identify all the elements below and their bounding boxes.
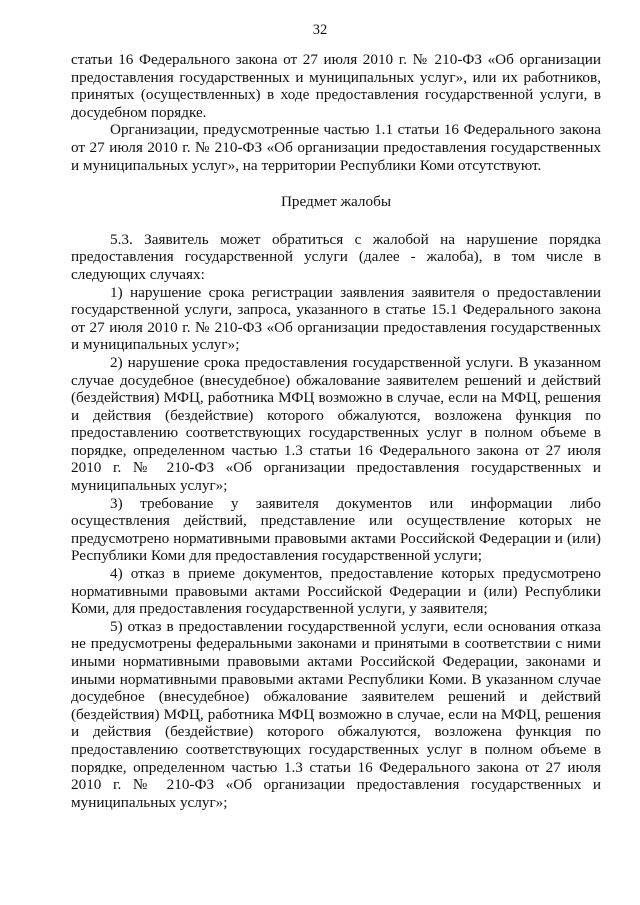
list-item-5: 5) отказ в предоставлении государственной услуги, если основания отказа не предусмотрены федеральными законами и принятыми в соответствии с ними иными нормативными правовыми актами Российской Федерации, законами и иными нормативными правовыми актами Республики Коми. В указанном случае досудебное (внесудебное) обжалование заявителем решений и действий (бездействия) МФЦ, работника МФЦ возможно в случае, если на МФЦ, решения и действия (бездействие) которого обжалуются, возложена функция по предоставлению соответствующих государственных услуг в полном объеме в порядке, определенном частью 1.3 статьи 16 Федерального закона от 27 июля 2010 г. № 210-ФЗ «Об организации предоставления государственных и муниципальных услуг»; xyxy=(71,617,601,811)
paragraph-5-3: 5.3. Заявитель может обратиться с жалобой на нарушение порядка предоставления государственной услуги (далее - жалоба), в том числе в следующих случаях: xyxy=(71,230,601,283)
page-body xyxy=(71,51,601,811)
list-item-4: 4) отказ в приеме документов, предоставление которых предусмотрено нормативными правовыми актами Российской Федерации и (или) Республики Коми, для предоставления государственной услуги, у заявителя; xyxy=(71,565,601,618)
list-item-2: 2) нарушение срока предоставления государственной услуги. В указанном случае досудебное (внесудебное) обжалование заявителем решений и действий (бездействия) МФЦ, работника МФЦ возможно в случае, если на МФЦ, решения и действия (бездействие) которого обжалуются, возложена функция по предоставлению соответствующих государственных услуг в полном объеме в порядке, определенном частью 1.3 статьи 16 Федерального закона от 27 июля 2010 г. № 210-ФЗ «Об организации предоставления государственных и муниципальных услуг»; xyxy=(71,353,601,495)
paragraph-top-2: Организации, предусмотренные частью 1.1 статьи 16 Федерального закона от 27 июля 2010 г. № 210-ФЗ «Об организации предоставления государственных и муниципальных услуг», на территории Республики Коми отсутствуют. xyxy=(71,121,601,174)
list-item-3: 3) требование у заявителя документов или информации либо осуществления действий, представление или осуществление которых не предусмотрено нормативными правовыми актами Российской Федерации и (или) Республики Коми для предоставления государственной услуги; xyxy=(71,494,601,565)
section-heading: Предмет жалобы xyxy=(280,193,392,211)
list-item-1: 1) нарушение срока регистрации заявления заявителя о предоставлении государственной услуги, запроса, указанного в статье 15.1 Федерального закона от 27 июля 2010 г. № 210-ФЗ «Об организации предоставления государственных и муниципальных услуг»; xyxy=(71,283,601,354)
paragraph-top-1: статьи 16 Федерального закона от 27 июля 2010 г. № 210-ФЗ «Об организации предоставления государственных и муниципальных услуг», или их работников, принятых (осуществленных) в ходе предоставления государственной услуги, в досудебном порядке. xyxy=(71,51,601,121)
page-number: 32 xyxy=(312,22,328,38)
